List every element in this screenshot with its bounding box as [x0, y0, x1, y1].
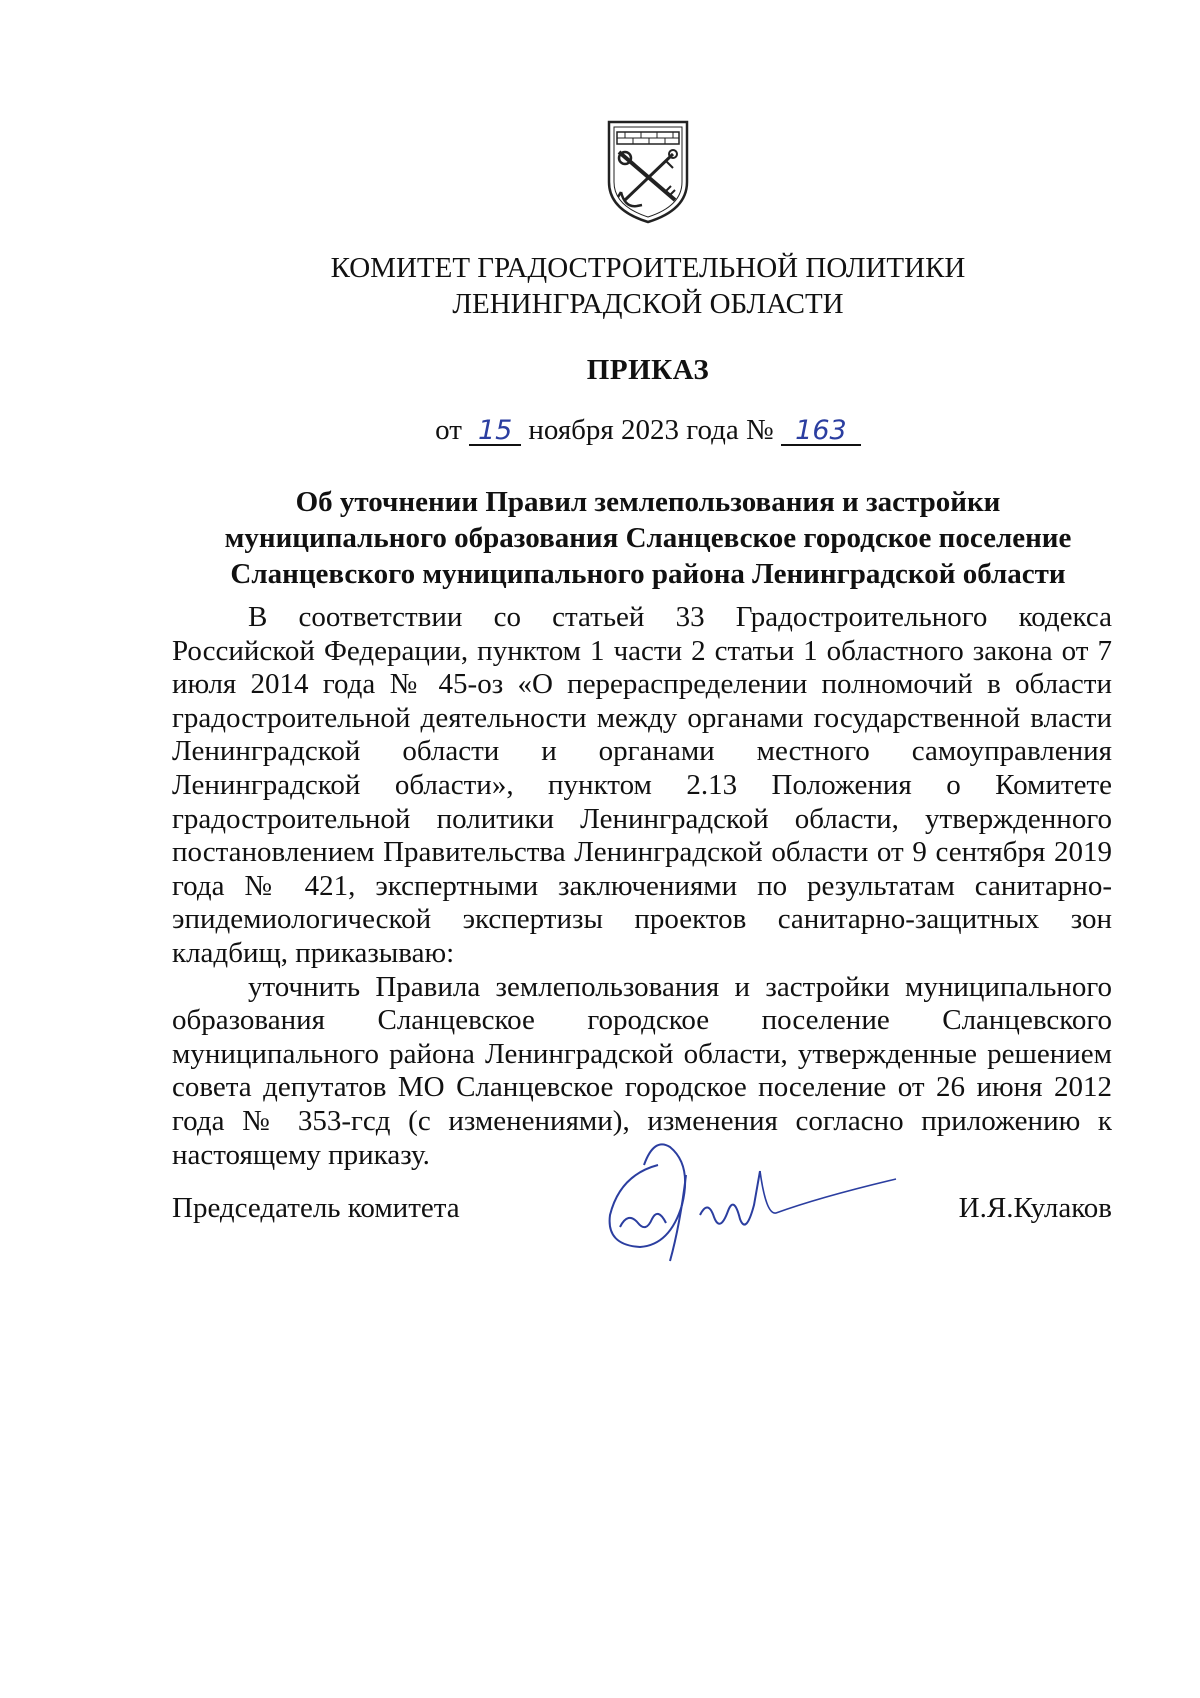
org-line-2: ЛЕНИНГРАДСКОЙ ОБЛАСТИ	[452, 288, 844, 320]
date-line	[0, 414, 1200, 447]
body-paragraph-2: уточнить Правила землепользования и застройки муниципального образования Сланцевское городское поселение Сланцевского муниципального района Ленинградской области, утвержденные решением совета депутатов МО Сланцевское городское поселение от 26 июня 2012 года № 353-гсд (с изменениями), изменения согласно приложению к настоящему приказу.	[172, 970, 1112, 1171]
document-type-title: ПРИКАЗ	[586, 354, 710, 386]
handwritten-day: 15	[469, 417, 521, 446]
date-prefix: от	[435, 414, 462, 446]
org-line-1: КОМИТЕТ ГРАДОСТРОИТЕЛЬНОЙ ПОЛИТИКИ	[330, 252, 966, 284]
body-paragraph-1: В соответствии со статьей 33 Градостроительного кодекса Российской Федерации, пунктом 1 части 2 статьи 1 областного закона от 7 июля 2014 года № 45-оз «О перераспределении полномочий в области градостроительной деятельности между органами государственной власти Ленинградской области и органами местного самоуправления Ленинградской области», пунктом 2.13 Положения о Комитете градостроительной политики Ленинградской области, утвержденного постановлением Правительства Ленинградской области от 9 сентября 2019 года № 421, экспертными заключениями по результатам санитарно-эпидемиологической экспертизы проектов санитарно-защитных зон кладбищ, приказываю:	[172, 601, 1112, 969]
handwritten-order-number: 163	[781, 417, 861, 446]
signer-title: Председатель комитета	[172, 1192, 460, 1224]
handwritten-signature-icon	[600, 1135, 900, 1265]
organization-name	[0, 250, 1200, 322]
signer-name: И.Я.Кулаков	[958, 1192, 1112, 1224]
order-body	[172, 601, 1112, 1172]
subject-line-2: муниципального образования Сланцевское городское поселение	[224, 522, 1072, 554]
coat-of-arms-icon	[603, 118, 693, 226]
subject-line-1: Об уточнении Правил землепользования и застройки	[295, 486, 1001, 518]
order-subject	[0, 484, 1200, 592]
date-month-year: ноября 2023 года №	[528, 414, 774, 446]
subject-line-3: Сланцевского муниципального района Ленинградской области	[230, 558, 1066, 590]
